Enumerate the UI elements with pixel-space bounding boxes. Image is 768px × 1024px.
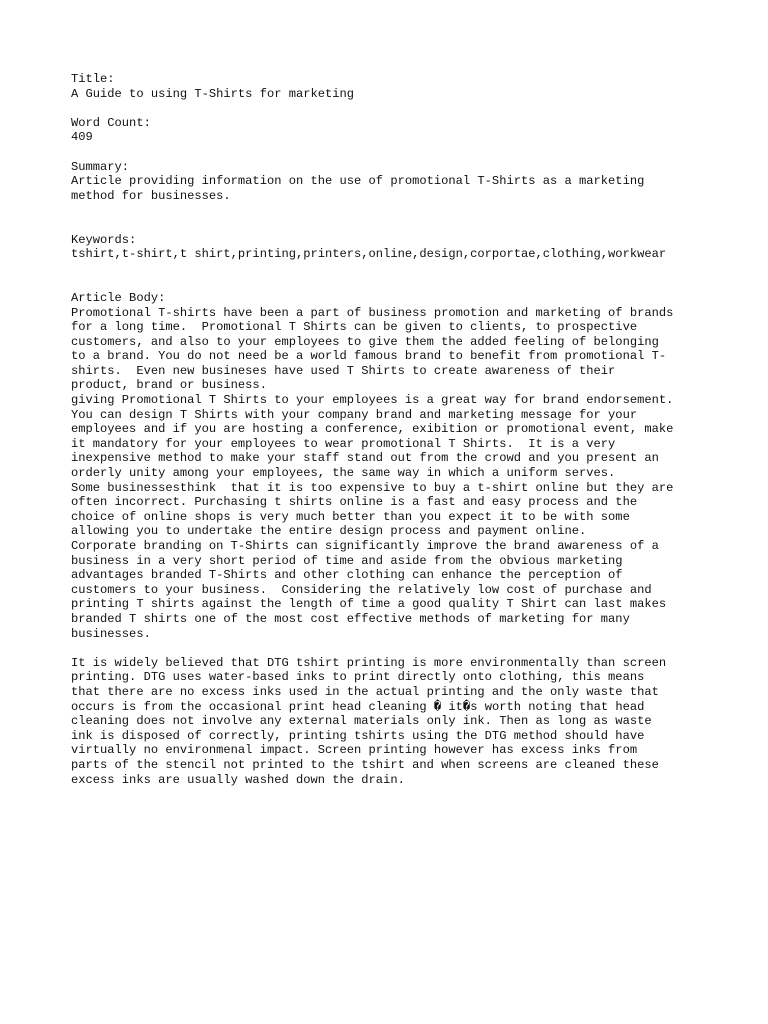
word-count-label: Word Count:: [71, 115, 151, 130]
body-line: Some businessesthink that it is too expensive to buy a t-shirt online but they are: [71, 480, 674, 495]
body-line: choice of online shops is very much better than you expect it to be with some: [71, 509, 630, 524]
body-line: ink is disposed of correctly, printing tshirts using the DTG method should have: [71, 728, 645, 743]
body-line: You can design T Shirts with your company brand and marketing message for your: [71, 407, 638, 422]
spacer: [71, 276, 721, 291]
body-line: printing. DTG uses water-based inks to print directly onto clothing, this means: [71, 670, 645, 685]
body-line: customers to your business. Considering the relatively low cost of purchase and: [71, 582, 652, 597]
body-line: inexpensive method to make your staff stand out from the crowd and you present an: [71, 451, 659, 466]
body-line: printing T shirts against the length of time a good quality T Shirt can last makes: [71, 597, 667, 612]
body-line: cleaning does not involve any external materials only ink. Then as long as waste: [71, 714, 652, 729]
body-line: allowing you to undertake the entire design process and payment online.: [71, 524, 587, 539]
document-page: [71, 72, 721, 787]
body-line: excess inks are usually washed down the drain.: [71, 772, 405, 787]
title-label: Title:: [71, 72, 115, 86]
spacer: [71, 262, 721, 277]
body-line: that there are no excess inks used in the actual printing and the only waste that: [71, 684, 659, 699]
article-paragraph-1: [71, 306, 721, 642]
body-line: orderly unity among your employees, the same way in which a uniform serves.: [71, 466, 616, 481]
spacer: [71, 101, 721, 116]
body-line: it mandatory for your employees to wear promotional T Shirts. It is a very: [71, 436, 616, 451]
summary-line: Article providing information on the use of promotional T-Shirts as a marketing: [71, 174, 645, 189]
body-line: Corporate branding on T-Shirts can significantly improve the brand awareness of a: [71, 539, 659, 553]
spacer: [71, 203, 721, 218]
spacer: [71, 218, 721, 233]
summary-line: method for businesses.: [71, 188, 231, 203]
body-line: customers, and also to your employees to give them the added feeling of belonging: [71, 334, 659, 349]
keywords-value: tshirt,t-shirt,t shirt,printing,printers,online,design,corportae,clothing,workwear: [71, 247, 667, 262]
summary-text: [71, 174, 721, 203]
summary-label: Summary:: [71, 159, 130, 174]
title-value: A Guide to using T-Shirts for marketing: [71, 86, 355, 101]
body-line: virtually no environmenal impact. Screen printing however has excess inks from: [71, 743, 638, 758]
body-line: It is widely believed that DTG tshirt printing is more environmentally than screen: [71, 655, 667, 670]
body-line: for a long time. Promotional T Shirts can be given to clients, to prospective: [71, 320, 638, 335]
body-line: advantages branded T-Shirts and other clothing can enhance the perception of: [71, 568, 623, 583]
word-count-value: 409: [71, 130, 93, 145]
body-line: occurs is from the occasional print head cleaning � it�s worth noting that head: [71, 699, 645, 714]
body-line: parts of the stencil not printed to the tshirt and when screens are cleaned these: [71, 757, 659, 772]
body-line: employees and if you are hosting a conference, exibition or promotional event, make: [71, 422, 674, 437]
body-line: businesses.: [71, 626, 151, 641]
keywords-label: Keywords:: [71, 232, 137, 247]
body-line: to a brand. You do not need be a world famous brand to benefit from promotional T-: [71, 349, 667, 364]
body-line: giving Promotional T Shirts to your employees is a great way for brand endorsement.: [71, 393, 674, 408]
spacer: [71, 641, 721, 656]
body-line: branded T shirts one of the most cost effective methods of marketing for many: [71, 611, 630, 626]
body-line: Promotional T-shirts have been a part of business promotion and marketing of brands: [71, 305, 674, 320]
body-line: shirts. Even new busineses have used T Shirts to create awareness of their: [71, 363, 616, 378]
body-line: product, brand or business.: [71, 378, 267, 393]
body-line: often incorrect. Purchasing t shirts online is a fast and easy process and the: [71, 495, 638, 510]
article-body-label: Article Body:: [71, 290, 166, 305]
spacer: [71, 145, 721, 160]
body-line: business in a very short period of time and aside from the obvious marketing: [71, 553, 623, 568]
article-paragraph-2: [71, 656, 721, 787]
